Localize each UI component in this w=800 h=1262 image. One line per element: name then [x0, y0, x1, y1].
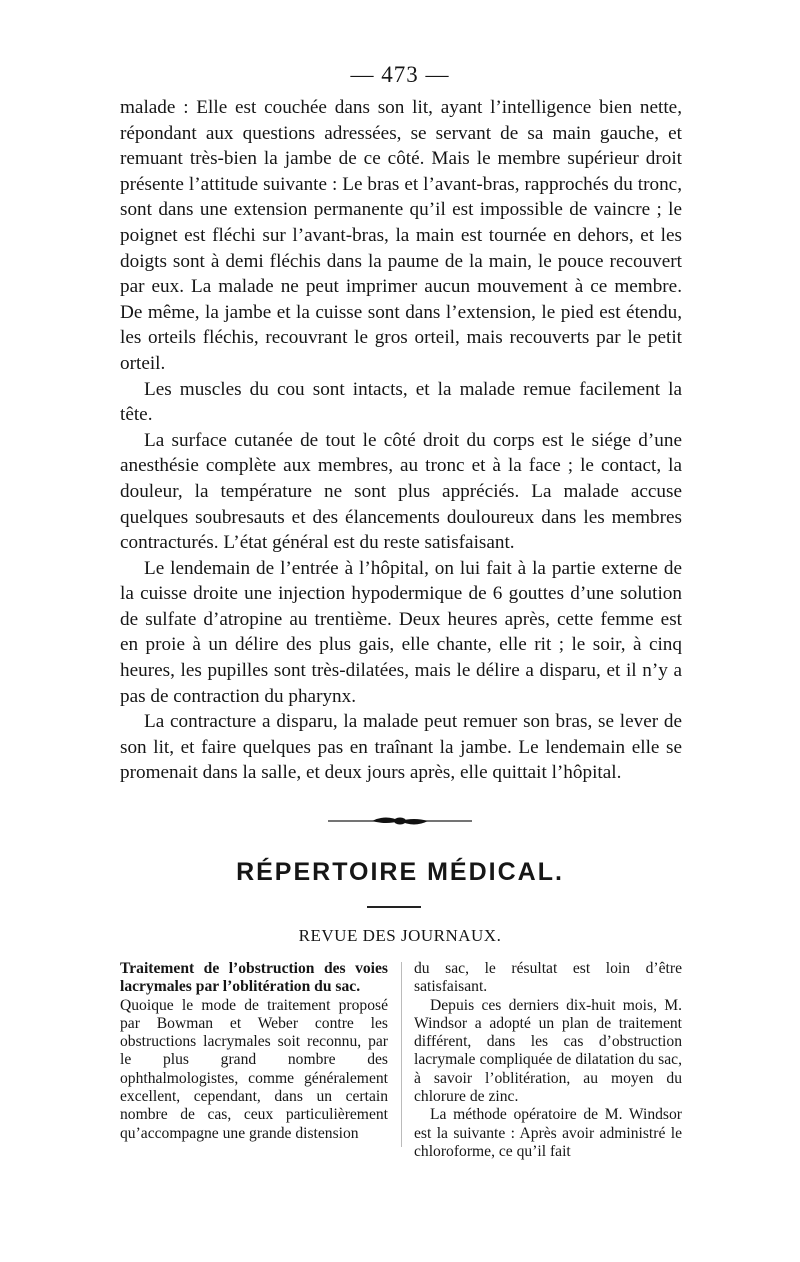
main-text [120, 95, 682, 786]
column-paragraph: La méthode opératoire de M. Windsor est la suivante : Après avoir administré le chloroforme, ce qu’il fait [414, 1106, 682, 1160]
right-column [414, 960, 682, 1161]
paragraph: Les muscles du cou sont intacts, et la malade remue facilement la tête. [120, 378, 682, 426]
page-number: — 473 — [350, 62, 450, 87]
title-rule [367, 906, 421, 908]
column-paragraph: du sac, le résultat est loin d’être satisfaisant. [414, 960, 682, 996]
paragraph: malade : Elle est couchée dans son lit, ayant l’intelligence bien nette, répondant aux questions adressées, se servant de sa main gauche, et remuant très-bien la jambe de ce côté. Mais le membre supérieur droit présente l’attitude suivante : Le bras et l’avant-bras, rapprochés du tronc, sont dans une extension permanente qu’il est impossible de vaincre ; le poignet est fléchi sur l’avant-bras, la main est tournée en dehors, et les doigts sont à demi fléchis dans la paume de la main, le pouce recouvert par eux. La malade ne peut imprimer aucun mouvement à ce membre. De même, la jambe et la cuisse sont dans l’extension, le pied est étendu, les orteils fléchis, recouvrant le gros orteil, mais recouverts par le petit orteil. [120, 97, 682, 374]
subsection-title: REVUE DES JOURNAUX. [298, 926, 502, 945]
paragraph: Le lendemain de l’entrée à l’hôpital, on lui fait à la partie externe de la cuisse droite une injection hypodermique de 6 gouttes d’une solution de sulfate d’atropine au trentième. Deux heures après, cette femme est en proie à un délire des plus gais, elle chante, elle rit ; le soir, à cinq heures, les pupilles sont très-dilatées, mais le délire a disparu, et il n’y a pas de contraction du pharynx. [120, 557, 682, 707]
column-paragraph: Depuis ces derniers dix-huit mois, M. Windsor a adopté un plan de traitement différent, dans les cas d’obstruction lacrymale compliquée de dilatation du sac, à savoir l’oblitération, au moyen du chlorure de zinc. [414, 996, 682, 1106]
paragraph: La surface cutanée de tout le côté droit du corps est le siége d’une anesthésie complète aux membres, au tronc et à la face ; le contact, la douleur, la température ne sont plus appréciés. La malade accuse quelques soubresauts et des élancements douloureux dans les membres contracturés. L’état général est du reste satisfaisant. [120, 429, 682, 554]
article-heading: Traitement de l’obstruction des voies lacrymales par l’oblitération du sac. [120, 960, 388, 996]
ornament-divider [328, 814, 472, 828]
section-title: RÉPERTOIRE MÉDICAL. [236, 858, 564, 886]
paragraph: La contracture a disparu, la malade peut remuer son bras, se lever de son lit, et faire quelques pas en traînant la jambe. Le lendemain elle se promenait dans la salle, et deux jours après, elle quittait l’hôpital. [120, 711, 682, 784]
column-divider [401, 962, 402, 1147]
left-column [120, 960, 388, 1143]
column-paragraph: Quoique le mode de traitement proposé par Bowman et Weber contre les obstructions lacrymales soit reconnu, par le plus grand nombre des ophthalmologistes, comme généralement excellent, cependant, dans un certain nombre de cas, ceux particulièrement qu’accompagne une grande distension [120, 996, 388, 1142]
